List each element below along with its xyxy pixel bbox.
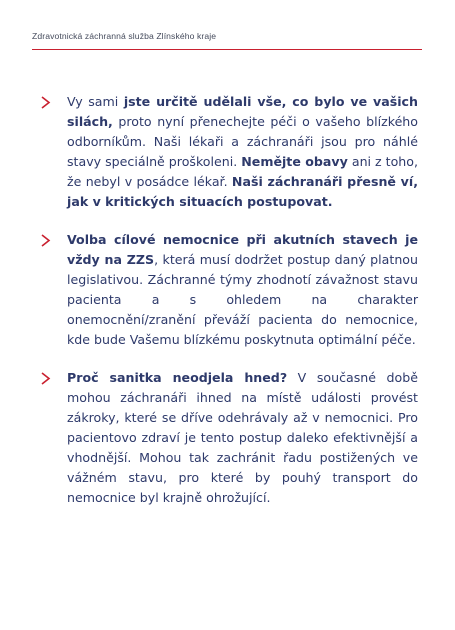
organization-name: Zdravotnická záchranná služba Zlínského kraje — [32, 31, 217, 41]
body-text: , která musí dodržet postup daný platnou legislativou. Záchranné týmy zhodnotí závažnost stavu pacienta a s ohledem na charakter onemocnění/zranění převáží pacienta do nemocnice, kde bude Vašemu blízkému poskytnuta optimální péče. — [67, 252, 418, 347]
body-text: Vy sami — [67, 94, 124, 109]
chevron-right-icon — [39, 96, 52, 109]
list-item-text — [67, 368, 418, 508]
emphasis-text: Proč sanitka neodjela hned? — [67, 370, 288, 385]
body-text: proto nyní přenechejte péči o vašeho blízkého odborníkům. Naši lékaři a záchranáři jsou pro náhlé stavy speciálně proškoleni. — [67, 114, 418, 169]
list-item — [37, 92, 418, 212]
emphasis-text: Naši záchranáři přesně ví, jak v kritických situacích postupovat. — [67, 174, 418, 209]
page-header — [32, 31, 423, 50]
emphasis-text: jste určitě udělali vše, co bylo ve vašich silách, — [67, 94, 418, 129]
list-item — [37, 230, 418, 350]
chevron-right-icon — [39, 372, 52, 385]
chevron-right-icon — [39, 234, 52, 247]
list-item-text — [67, 230, 418, 350]
header-divider — [32, 49, 422, 50]
emphasis-text: Volba cílové nemocnice při akutních stavech je vždy na ZZS — [67, 232, 418, 267]
list-item-text — [67, 92, 418, 212]
body-text: V současné době mohou záchranáři ihned na místě události provést zákroky, které se dříve odehrávaly až v nemocnici. Pro pacientovo zdraví je tento postup daleko efektivnější a vhodnější. Mohou tak zachránit řadu postižených ve vážném stavu, pro které by pouhý transport do nemocnice byl krajně ohrožující. — [67, 370, 418, 505]
info-list — [37, 92, 418, 526]
emphasis-text: Nemějte obavy — [241, 154, 348, 169]
list-item — [37, 368, 418, 508]
body-text: ani z toho, že nebyl v posádce lékař. — [67, 154, 418, 189]
